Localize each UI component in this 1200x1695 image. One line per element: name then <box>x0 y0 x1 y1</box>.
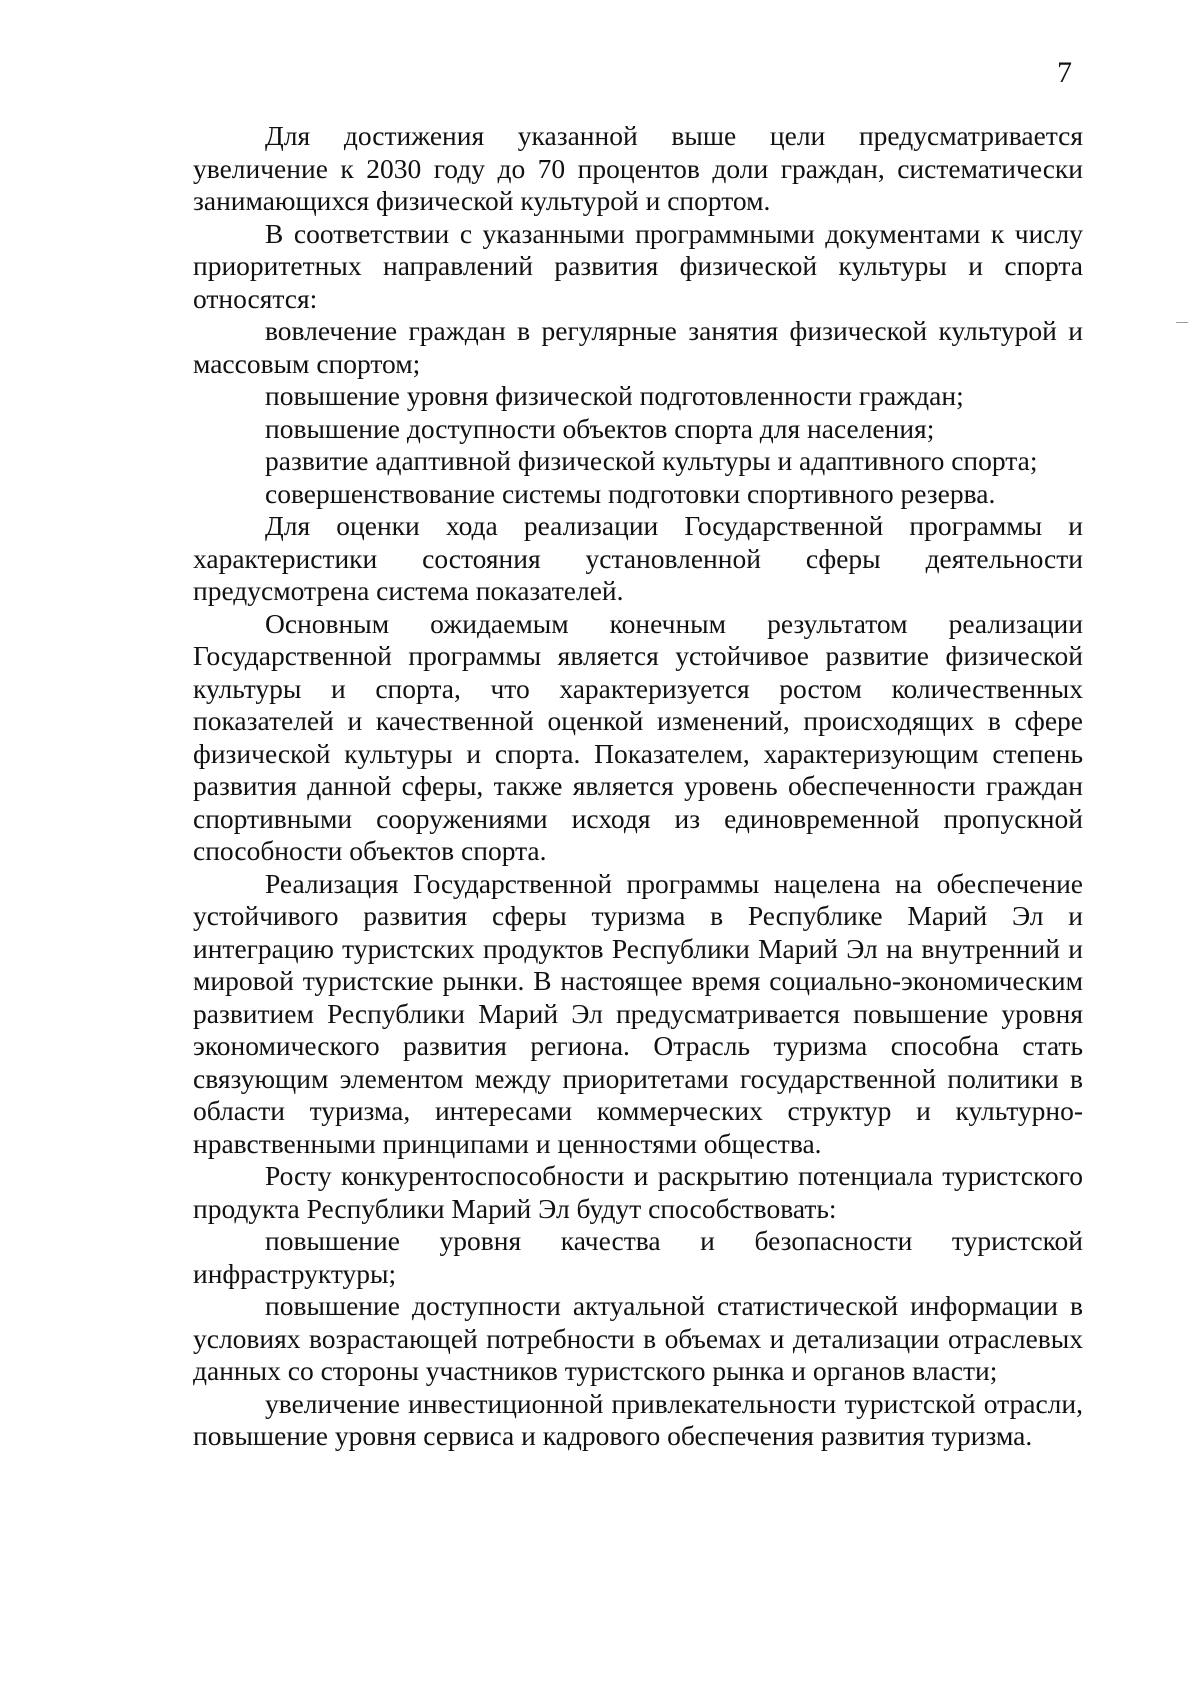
scan-mark <box>1176 322 1188 323</box>
list-item-involvement: вовлечение граждан в регулярные занятия физической культурой и массовым спортом; <box>193 315 1083 379</box>
paragraph-tourism-development: Реализация Государственной программы нацелена на обеспечение устойчивого развития сферы туризма в Республике Марий Эл и интеграцию туристских продуктов Республики Марий Эл на внутренний и мировой туристские рынки. В настоящее время социально-экономическим развитием Республики Марий Эл предусматривается повышение уровня экономического развития региона. Отрасль туризма способна стать связующим элементом между приоритетами государственной политики в области туризма, интересами коммерческих структур и культурно-нравственными принципами и ценностями общества. <box>193 867 1083 1159</box>
list-item-facility-accessibility: повышение доступности объектов спорта для населения; <box>265 412 935 444</box>
page-number: 7 <box>1057 56 1072 89</box>
list-item-infrastructure-quality: повышение уровня качества и безопасности туристской инфраструктуры; <box>193 1225 1083 1289</box>
list-item-physical-preparedness: повышение уровня физической подготовленности граждан; <box>265 380 964 411</box>
paragraph-expected-result: Основным ожидаемым конечным результатом реализации Государственной программы является устойчивое развитие физической культуры и спорта, что характеризуется ростом количественных показателей и качественной оценкой изменений, происходящих в сфере физической культуры и спорта. Показателем, характеризующим степень развития данной сферы, также является уровень обеспеченности граждан спортивными сооружениями исходя из единовременной пропускной способности объектов спорта. <box>193 607 1083 866</box>
paragraph-indicator-system: Для оценки хода реализации Государственной программы и характеристики состояния установленной сферы деятельности предусмотрена система показателей. <box>193 510 1083 606</box>
document-body <box>193 120 1083 1453</box>
paragraph-competitiveness-intro: Росту конкурентоспособности и раскрытию потенциала туристского продукта Республики Марий Эл будут способствовать: <box>193 1160 1083 1224</box>
list-item-adaptive-sport: развитие адаптивной физической культуры и адаптивного спорта; <box>265 445 1038 476</box>
list-item-statistics-access: повышение доступности актуальной статистической информации в условиях возрастающей потребности в объемах и детализации отраслевых данных со стороны участников туристского рынка и органов власти; <box>193 1290 1083 1386</box>
paragraph-goal-target: Для достижения указанной выше цели предусматривается увеличение к 2030 году до 70 процентов доли граждан, систематически занимающихся физической культурой и спортом. <box>193 120 1083 216</box>
list-item-investment-attractiveness: увеличение инвестиционной привлекательности туристской отрасли, повышение уровня сервиса и кадрового обеспечения развития туризма. <box>193 1387 1083 1451</box>
list-item-sport-reserve: совершенствование системы подготовки спортивного резерва. <box>265 477 996 509</box>
paragraph-priority-directions-intro: В соответствии с указанными программными документами к числу приоритетных направлений развития физической культуры и спорта относятся: <box>193 217 1083 314</box>
